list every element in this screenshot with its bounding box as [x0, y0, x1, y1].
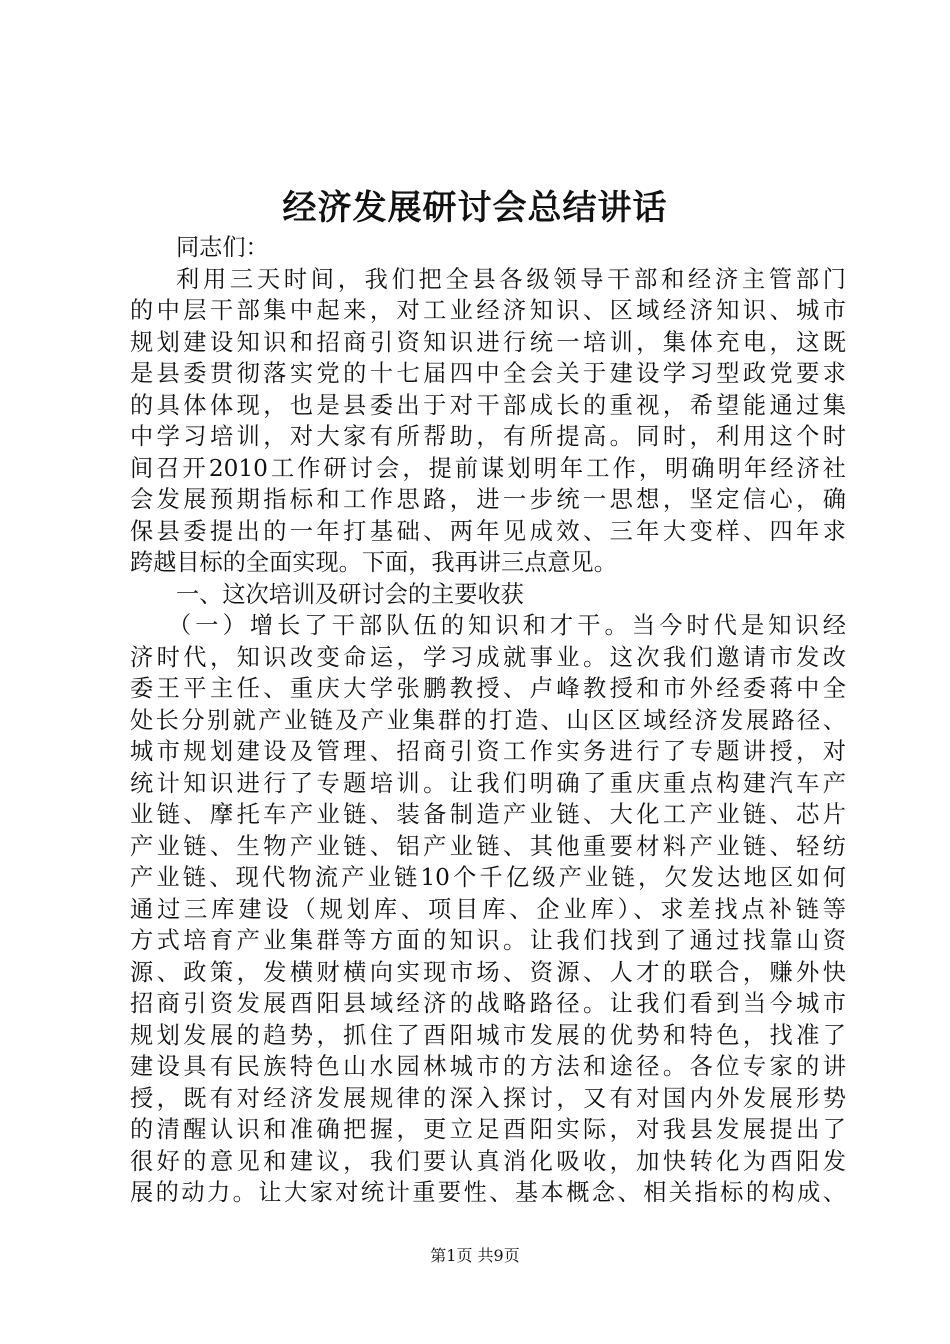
paragraph-line: 的清醒认识和准确把握，更立足酉阳实际，对我县发展提出了	[130, 1116, 846, 1143]
paragraph-line: 业链、摩托车产业链、装备制造产业链、大化工产业链、芯片	[130, 801, 846, 828]
paragraph-line: 利用三天时间，我们把全县各级领导干部和经济主管部门	[176, 265, 846, 293]
paragraph-line: 很好的意见和建议，我们要认真消化吸收，加快转化为酉阳发	[130, 1147, 846, 1175]
paragraph-line: 规划发展的趋势，抓住了酉阳城市发展的优势和特色，找准了	[130, 1021, 846, 1049]
paragraph-line: 方式培育产业集群等方面的知识。让我们找到了通过找靠山资	[130, 927, 846, 954]
paragraph-line: 通过三库建设（规划库、项目库、企业库）、求差找点补链等	[130, 895, 846, 923]
document-title: 经济发展研讨会总结讲话	[282, 188, 668, 228]
paragraph-line: 的中层干部集中起来，对工业经济知识、区域经济知识、城市	[130, 297, 846, 324]
document-body	[130, 232, 846, 1209]
paragraph-line: 处长分别就产业链及产业集群的打造、山区区域经济发展路径、	[130, 706, 846, 734]
paragraph-line: 委王平主任、重庆大学张鹏教授、卢峰教授和市外经委蒋中全	[130, 675, 846, 702]
paragraph-line: 产业链、现代物流产业链10个千亿级产业链，欠发达地区如何	[130, 864, 846, 891]
paragraph-line: 招商引资发展酉阳县域经济的战略路径。让我们看到当今城市	[130, 990, 846, 1017]
section-heading: 一、这次培训及研讨会的主要收获	[176, 580, 524, 608]
paragraph-line: 保县委提出的一年打基础、两年见成效、三年大变样、四年求	[130, 517, 846, 545]
paragraph-line: 济时代，知识改变命运，学习成就事业。这次我们邀请市发改	[130, 643, 846, 671]
page-footer: 第1页 共9页	[430, 1246, 520, 1265]
paragraph-line: 产业链、生物产业链、铝产业链、其他重要材料产业链、轻纺	[130, 832, 846, 860]
paragraph-line: 的具体体现，也是县委出于对干部成长的重视，希望能通过集	[130, 391, 846, 419]
subsection-line: （一）增长了干部队伍的知识和才干。当今时代是知识经	[168, 612, 846, 639]
paragraph-line: 规划建设知识和招商引资知识进行统一培训，集体充电，这既	[130, 328, 846, 356]
paragraph-line: 城市规划建设及管理、招商引资工作实务进行了专题讲授，对	[130, 738, 846, 765]
paragraph-line: 源、政策，发横财横向实现市场、资源、人才的联合，赚外快	[130, 958, 846, 986]
paragraph-line: 中学习培训，对大家有所帮助，有所提高。同时，利用这个时	[130, 423, 846, 450]
paragraph-line: 跨越目标的全面实现。下面，我再讲三点意见。	[130, 549, 617, 576]
paragraph-line: 是县委贯彻落实党的十七届四中全会关于建设学习型政党要求	[130, 360, 846, 387]
salutation-line: 同志们：	[176, 234, 269, 261]
paragraph-line: 统计知识进行了专题培训。让我们明确了重庆重点构建汽车产	[130, 769, 846, 797]
paragraph-line: 授，既有对经济发展规律的深入探讨，又有对国内外发展形势	[130, 1084, 846, 1112]
paragraph-line: 会发展预期指标和工作思路，进一步统一思想，坚定信心，确	[130, 486, 846, 513]
paragraph-line: 展的动力。让大家对统计重要性、基本概念、相关指标的构成、	[130, 1179, 846, 1206]
paragraph-line: 建设具有民族特色山水园林城市的方法和途径。各位专家的讲	[130, 1053, 846, 1080]
paragraph-line: 间召开2010工作研讨会，提前谋划明年工作，明确明年经济社	[130, 454, 846, 482]
